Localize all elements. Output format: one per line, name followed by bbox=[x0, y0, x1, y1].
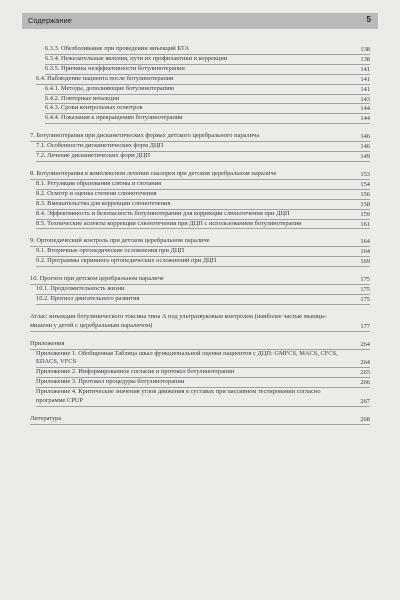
toc-entry-title: 9. Ортопедический контроль при детском церебральном параличе bbox=[30, 237, 370, 247]
toc-entry-title: 8. Ботулинотерапия в комплексном лечении сиалорея при детском церебральном параличе bbox=[30, 170, 370, 180]
toc-entry bbox=[45, 55, 370, 65]
toc-entry-title: 7. Ботулинотерапия при дискинетических формах детского церебрального паралича bbox=[30, 132, 370, 142]
toc-entry-title: 7.1. Особенности дискинетических форм ДЦП bbox=[36, 142, 370, 152]
toc-entry-title: Приложение 3. Протокол процедуры ботулинотерапии bbox=[36, 378, 370, 388]
toc-entry bbox=[36, 257, 370, 267]
toc-entry bbox=[30, 275, 370, 285]
table-of-contents bbox=[30, 45, 370, 425]
toc-entry-page: 138 bbox=[360, 46, 370, 53]
toc-entry-page: 264 bbox=[360, 340, 370, 348]
toc-entry bbox=[30, 170, 370, 180]
toc-entry-title: Литература bbox=[30, 415, 370, 425]
toc-entry-title: 10.2. Прогноз двигательного развития bbox=[36, 295, 370, 305]
toc-entry-page: 164 bbox=[360, 248, 370, 256]
toc-entry-title: Приложения bbox=[30, 340, 370, 350]
toc-entry-page: 266 bbox=[360, 379, 370, 387]
toc-entry-page: 141 bbox=[360, 85, 370, 93]
toc-entry-page: 175 bbox=[360, 295, 370, 303]
toc-entry-title: Приложение 4. Критические значения углов движения в суставах при пассивном тестировании согласно программе CPUP bbox=[36, 388, 370, 407]
toc-entry-title: 6.4.2. Повторные инъекции bbox=[45, 95, 370, 105]
toc-entry bbox=[30, 132, 370, 142]
toc-entry bbox=[36, 350, 370, 369]
toc-entry-title: 6.3.5. Причины неэффективности ботулинотерапии bbox=[45, 65, 370, 75]
toc-entry-title: 9.2. Программы скрининга ортопедических осложнений при ДЦП bbox=[36, 257, 370, 267]
toc-entry-page: 153 bbox=[360, 170, 370, 178]
toc-entry-page: 144 bbox=[360, 105, 370, 113]
toc-entry-title: Приложение 1. Обобщенная Таблица шкал функциональной оценки пациентов с ДЦП: GMFCS, MACS, CFCS, EDACS, VFCS bbox=[36, 350, 370, 369]
toc-entry-title: 6.4. Наблюдение пациента после ботулинотерапии bbox=[36, 75, 370, 85]
section-gap bbox=[30, 267, 370, 275]
toc-entry-title: 10.1. Продолжительность жизни bbox=[36, 285, 370, 295]
toc-entry-page: 175 bbox=[360, 286, 370, 294]
toc-entry bbox=[45, 95, 370, 105]
toc-entry bbox=[36, 285, 370, 295]
toc-entry bbox=[36, 378, 370, 388]
toc-entry-page: 267 bbox=[360, 398, 370, 406]
toc-entry bbox=[45, 45, 370, 55]
toc-entry-page: 138 bbox=[360, 55, 370, 63]
section-gap bbox=[30, 124, 370, 132]
toc-entry-page: 175 bbox=[360, 276, 370, 284]
toc-entry bbox=[45, 114, 370, 124]
toc-entry-page: 143 bbox=[360, 95, 370, 103]
toc-entry-title: Атлас: инъекции ботулинического токсина типа А под ультразвуковым контролем (наиболее частые мышцы-мишени у детей с церебральным параличом) bbox=[30, 313, 370, 332]
toc-entry-page: 146 bbox=[360, 133, 370, 141]
toc-entry-title: 6.4.1. Методы, дополняющие ботулинотерапию bbox=[45, 85, 370, 95]
toc-entry bbox=[45, 104, 370, 114]
toc-entry-page: 156 bbox=[360, 190, 370, 198]
toc-entry-title: 6.3.3. Обезболивание при проведении инъекций БТА bbox=[45, 45, 370, 55]
toc-entry-page: 164 bbox=[360, 238, 370, 246]
toc-entry bbox=[36, 368, 370, 378]
toc-entry bbox=[36, 152, 370, 162]
toc-entry-title: 10. Прогноз при детском церебральном параличе bbox=[30, 275, 370, 285]
toc-entry bbox=[36, 247, 370, 257]
toc-entry-page: 268 bbox=[360, 416, 370, 423]
toc-entry-title: 8.3. Вмешательства для коррекции слюнотечения bbox=[36, 200, 370, 210]
toc-entry-title: 6.3.4. Нежелательные явления, пути их профилактики и коррекции bbox=[45, 55, 370, 65]
toc-entry bbox=[36, 180, 370, 190]
toc-entry-page: 154 bbox=[360, 180, 370, 188]
toc-entry bbox=[36, 190, 370, 200]
toc-entry bbox=[30, 313, 370, 332]
toc-entry-page: 161 bbox=[360, 220, 370, 228]
toc-entry bbox=[36, 220, 370, 230]
toc-entry-title: 8.1. Регуляция образования слюны и глотания bbox=[36, 180, 370, 190]
toc-entry bbox=[36, 75, 370, 85]
toc-entry-title: Приложение 2. Информированное согласие и протокол ботулинотерапии bbox=[36, 368, 370, 378]
toc-entry-page: 146 bbox=[360, 143, 370, 151]
toc-entry bbox=[36, 295, 370, 305]
section-gap bbox=[30, 229, 370, 237]
section-gap bbox=[30, 332, 370, 340]
toc-entry-page: 158 bbox=[360, 200, 370, 208]
toc-entry-page: 177 bbox=[360, 322, 370, 330]
page-header bbox=[22, 13, 378, 29]
toc-entry-page: 169 bbox=[360, 258, 370, 266]
toc-entry-page: 159 bbox=[360, 210, 370, 218]
toc-entry-title: 8.5. Технические аспекты коррекции слюнотечения при ДЦП с использованием ботулинотерапии bbox=[36, 220, 370, 230]
toc-entry-page: 141 bbox=[360, 65, 370, 73]
toc-entry-title: 8.4. Эффективность и безопасность ботулинотерапии для коррекции слюнотечения при ДЦП bbox=[36, 210, 370, 220]
toc-entry bbox=[30, 415, 370, 425]
toc-entry-page: 265 bbox=[360, 369, 370, 377]
toc-entry bbox=[36, 200, 370, 210]
toc-entry bbox=[36, 142, 370, 152]
section-gap bbox=[30, 407, 370, 415]
toc-entry-page: 149 bbox=[360, 153, 370, 161]
toc-entry bbox=[45, 65, 370, 75]
toc-entry bbox=[36, 388, 370, 407]
toc-entry bbox=[45, 85, 370, 95]
toc-entry bbox=[30, 340, 370, 350]
toc-entry-page: 141 bbox=[360, 75, 370, 83]
section-gap bbox=[30, 162, 370, 170]
toc-entry-page: 144 bbox=[360, 115, 370, 123]
header-title: Содержание bbox=[28, 16, 72, 25]
toc-entry bbox=[36, 210, 370, 220]
toc-entry-title: 8.2. Осмотр и оценка степени слюнотечения bbox=[36, 190, 370, 200]
toc-entry-title: 7.2. Лечение дискинетических форм ДЦП bbox=[36, 152, 370, 162]
toc-entry-title: 6.4.4. Показания к прекращению ботулинотерапии bbox=[45, 114, 370, 124]
toc-entry bbox=[30, 237, 370, 247]
toc-entry-title: 9.1. Вторичные ортопедические осложнения при ДЦП bbox=[36, 247, 370, 257]
header-page-number: 5 bbox=[366, 15, 371, 24]
toc-entry-title: 6.4.3. Сроки контрольных осмотров bbox=[45, 104, 370, 114]
section-gap bbox=[30, 305, 370, 313]
toc-entry-page: 264 bbox=[360, 359, 370, 367]
